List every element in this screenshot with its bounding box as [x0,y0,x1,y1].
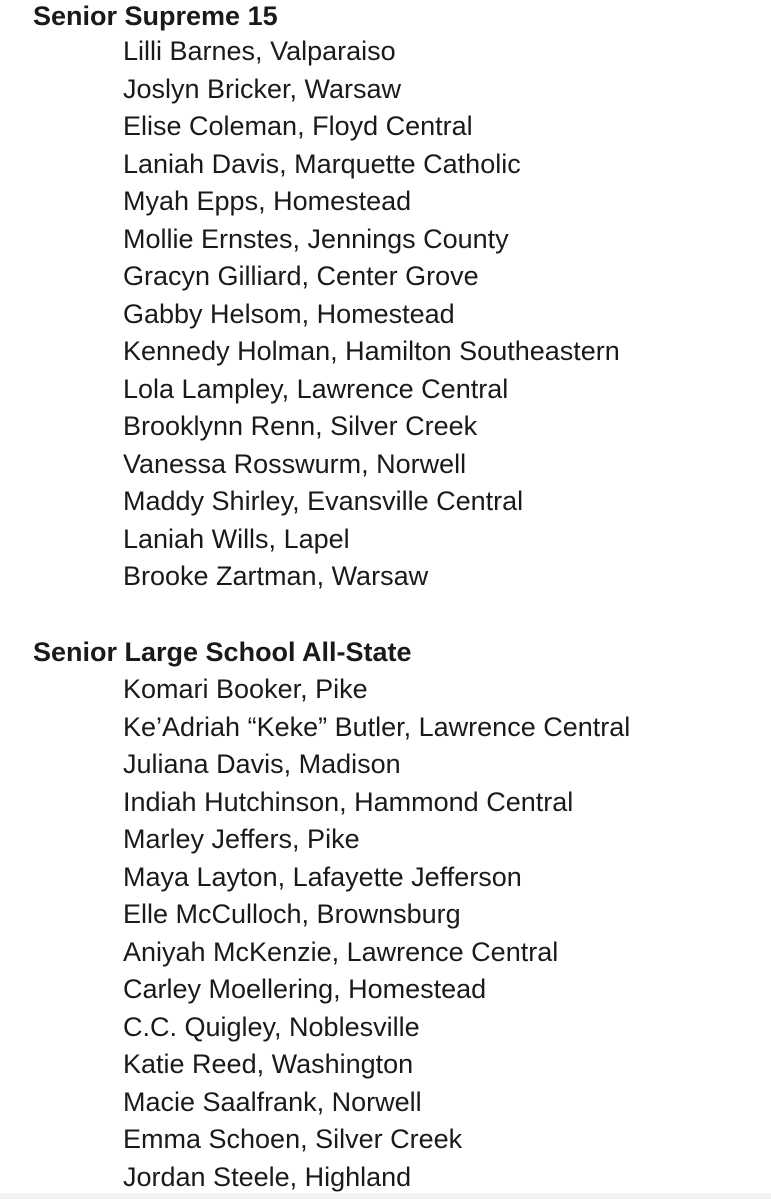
list-item: Emma Schoen, Silver Creek [123,1124,463,1154]
list-item: Kennedy Holman, Hamilton Southeastern [123,336,620,366]
list-item: Joslyn Bricker, Warsaw [123,73,402,104]
list-item: Indiah Hutchinson, Hammond Central [123,786,574,817]
senior-supreme-15-list [123,33,620,596]
list-item: Brooklynn Renn, Silver Creek [123,411,478,441]
list-item: Marley Jeffers, Pike [123,824,360,854]
bottom-edge-divider [0,1193,771,1199]
list-item: C.C. Quigley, Noblesville [123,1011,420,1042]
list-item: Macie Saalfrank, Norwell [123,1086,422,1117]
list-item: Juliana Davis, Madison [123,749,401,779]
list-item: Carley Moellering, Homestead [123,974,487,1004]
list-item: Lola Lampley, Lawrence Central [123,373,509,404]
list-item: Maya Layton, Lafayette Jefferson [123,861,522,892]
list-item: Lilli Barnes, Valparaiso [123,36,396,66]
list-item: Vanessa Rosswurm, Norwell [123,448,467,479]
list-item: Brooke Zartman, Warsaw [123,561,429,591]
list-item: Mollie Ernstes, Jennings County [123,223,509,254]
list-item: Gabby Helsom, Homestead [123,298,455,329]
list-item: Elle McCulloch, Brownsburg [123,899,461,929]
list-item: Laniah Davis, Marquette Catholic [123,148,521,179]
list-item: Myah Epps, Homestead [123,186,412,216]
list-item: Ke’Adriah “Keke” Butler, Lawrence Central [123,711,631,742]
list-item: Jordan Steele, Highland [123,1161,412,1192]
senior-large-school-all-state-list [123,671,630,1196]
section-title-senior-supreme-15: Senior Supreme 15 [33,1,278,31]
list-item: Laniah Wills, Lapel [123,523,350,554]
list-item: Maddy Shirley, Evansville Central [123,486,524,516]
list-item: Katie Reed, Washington [123,1049,414,1079]
list-item: Komari Booker, Pike [123,674,368,704]
list-item: Aniyah McKenzie, Lawrence Central [123,936,559,967]
list-item: Elise Coleman, Floyd Central [123,111,473,141]
section-title-senior-large-school-all-state: Senior Large School All-State [33,637,412,667]
list-item: Gracyn Gilliard, Center Grove [123,261,479,291]
